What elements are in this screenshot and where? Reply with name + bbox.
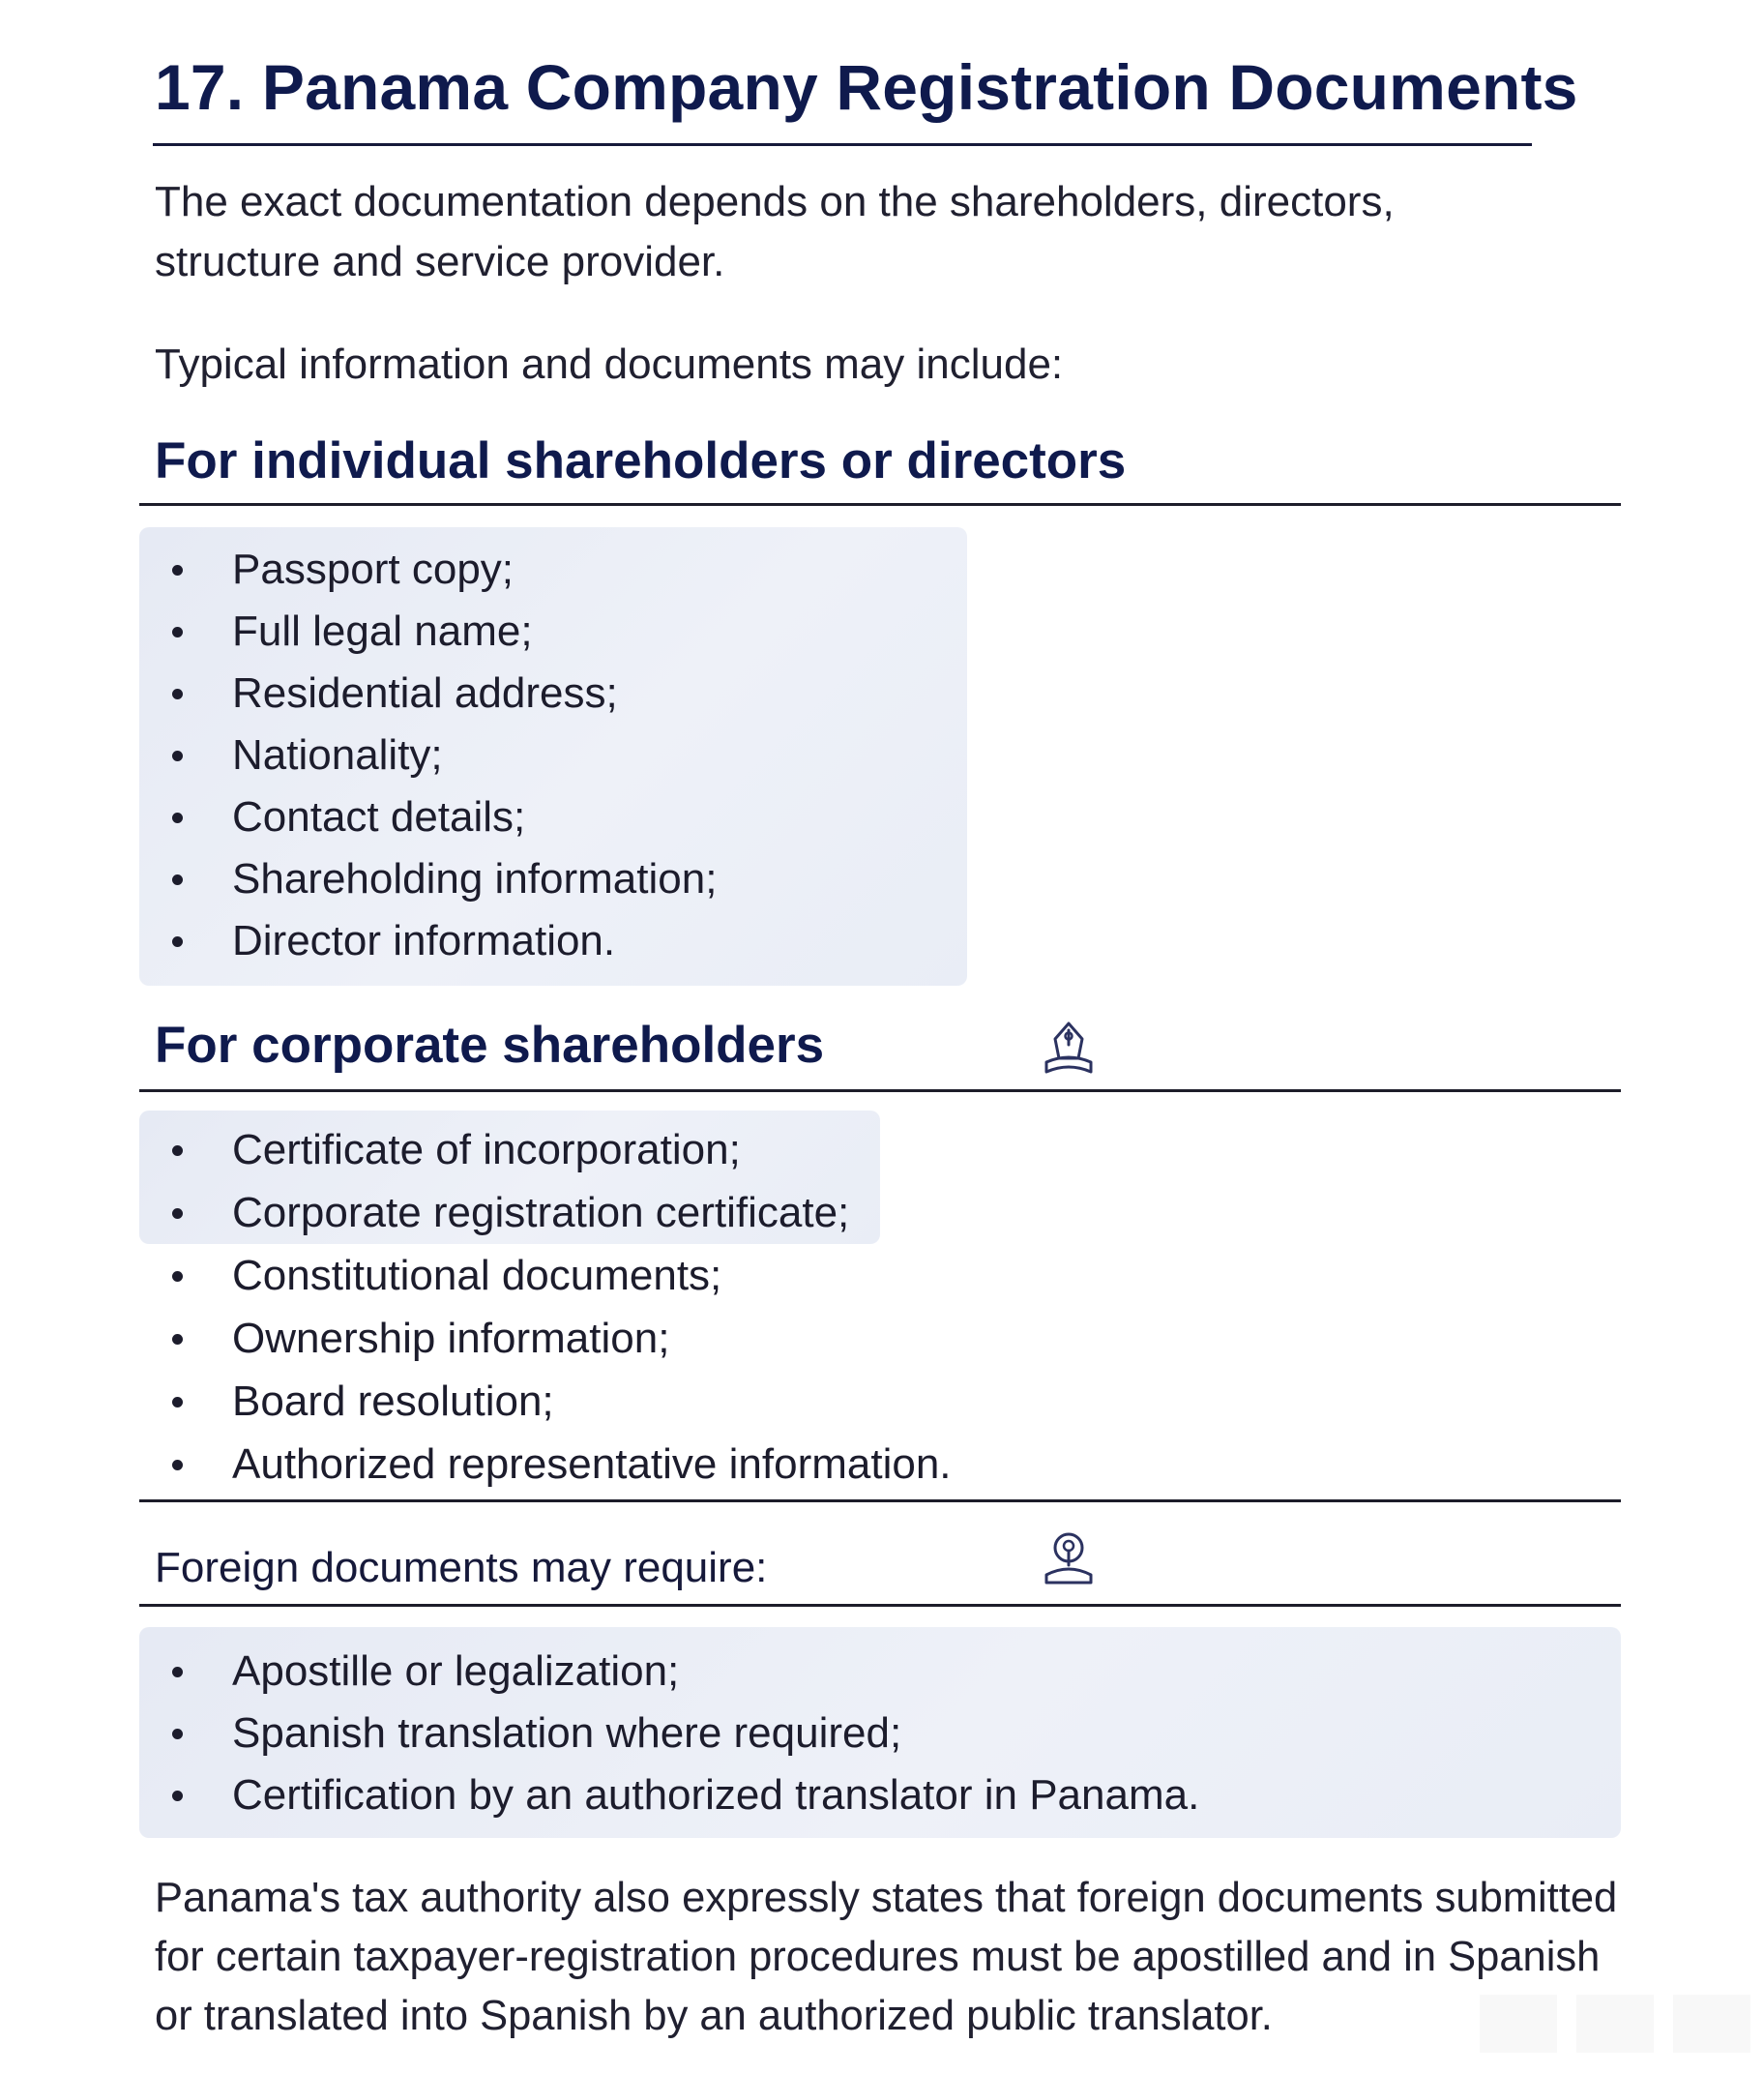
list-item-text: Passport copy; — [232, 546, 514, 593]
bullet-icon — [172, 874, 183, 885]
list-item — [155, 786, 717, 848]
corporate-divider — [139, 1089, 1621, 1092]
list-item — [155, 1307, 952, 1370]
corporate-list — [155, 1118, 952, 1496]
stamp-seal-icon — [1039, 1526, 1099, 1590]
individual-divider — [139, 503, 1621, 506]
list-item — [155, 1370, 952, 1433]
bullet-icon — [172, 1397, 183, 1407]
individual-heading: For individual shareholders or directors — [155, 432, 1127, 489]
corporate-heading: For corporate shareholders — [155, 1017, 825, 1074]
list-item-text: Authorized representative information. — [232, 1440, 952, 1488]
list-item — [155, 663, 717, 725]
bullet-icon — [172, 1667, 183, 1677]
foreign-divider — [139, 1604, 1621, 1607]
list-item — [155, 1244, 952, 1307]
bullet-icon — [172, 689, 183, 699]
lead-paragraph: Typical information and documents may include: — [155, 341, 1064, 388]
page-title: 17. Panama Company Registration Documents — [155, 51, 1578, 123]
list-item — [155, 910, 717, 972]
list-item — [155, 1641, 1199, 1703]
list-item-text: Board resolution; — [232, 1378, 554, 1425]
foreign-heading: Foreign documents may require: — [155, 1544, 768, 1591]
list-item-text: Apostille or legalization; — [232, 1647, 680, 1695]
bullet-icon — [172, 1729, 183, 1739]
bullet-icon — [172, 565, 183, 576]
bullet-icon — [172, 1460, 183, 1470]
bullet-icon — [172, 1791, 183, 1801]
list-item — [155, 1118, 952, 1181]
list-item — [155, 1181, 952, 1244]
list-item-text: Contact details; — [232, 793, 526, 841]
watermark-mark — [1470, 1985, 1760, 2062]
pen-document-icon — [1039, 1016, 1099, 1080]
list-item-text: Ownership information; — [232, 1315, 670, 1362]
bullet-icon — [172, 1145, 183, 1156]
list-item — [155, 848, 717, 910]
bullet-icon — [172, 1334, 183, 1345]
list-item-text: Certificate of incorporation; — [232, 1126, 741, 1173]
list-item — [155, 1703, 1199, 1764]
list-item-text: Full legal name; — [232, 607, 533, 655]
title-underline — [153, 143, 1532, 146]
list-item-text: Corporate registration certificate; — [232, 1189, 850, 1236]
list-item — [155, 601, 717, 663]
list-item-text: Residential address; — [232, 669, 618, 717]
footer-paragraph: Panama's tax authority also expressly states that foreign documents submitted for certain taxpayer-registration procedures must be apostilled and in Spanish or translated into Spanish by an authorized public translator. — [155, 1875, 1618, 2039]
list-item-text: Certification by an authorized translator in Panama. — [232, 1771, 1200, 1819]
list-item-text: Shareholding information; — [232, 855, 718, 903]
bullet-icon — [172, 1271, 183, 1282]
corporate-end-divider — [139, 1499, 1621, 1502]
list-item — [155, 1764, 1199, 1826]
foreign-list — [155, 1641, 1199, 1826]
bullet-icon — [172, 813, 183, 823]
bullet-icon — [172, 627, 183, 637]
intro-paragraph: The exact documentation depends on the shareholders, directors, structure and service provider. — [155, 178, 1395, 285]
list-item — [155, 725, 717, 786]
bullet-icon — [172, 936, 183, 947]
list-item-text: Spanish translation where required; — [232, 1709, 902, 1757]
list-item-text: Director information. — [232, 917, 616, 964]
individual-list — [155, 539, 717, 972]
bullet-icon — [172, 1208, 183, 1219]
list-item-text: Nationality; — [232, 731, 443, 779]
list-item-text: Constitutional documents; — [232, 1252, 722, 1299]
list-item — [155, 1433, 952, 1496]
bullet-icon — [172, 751, 183, 761]
list-item — [155, 539, 717, 601]
